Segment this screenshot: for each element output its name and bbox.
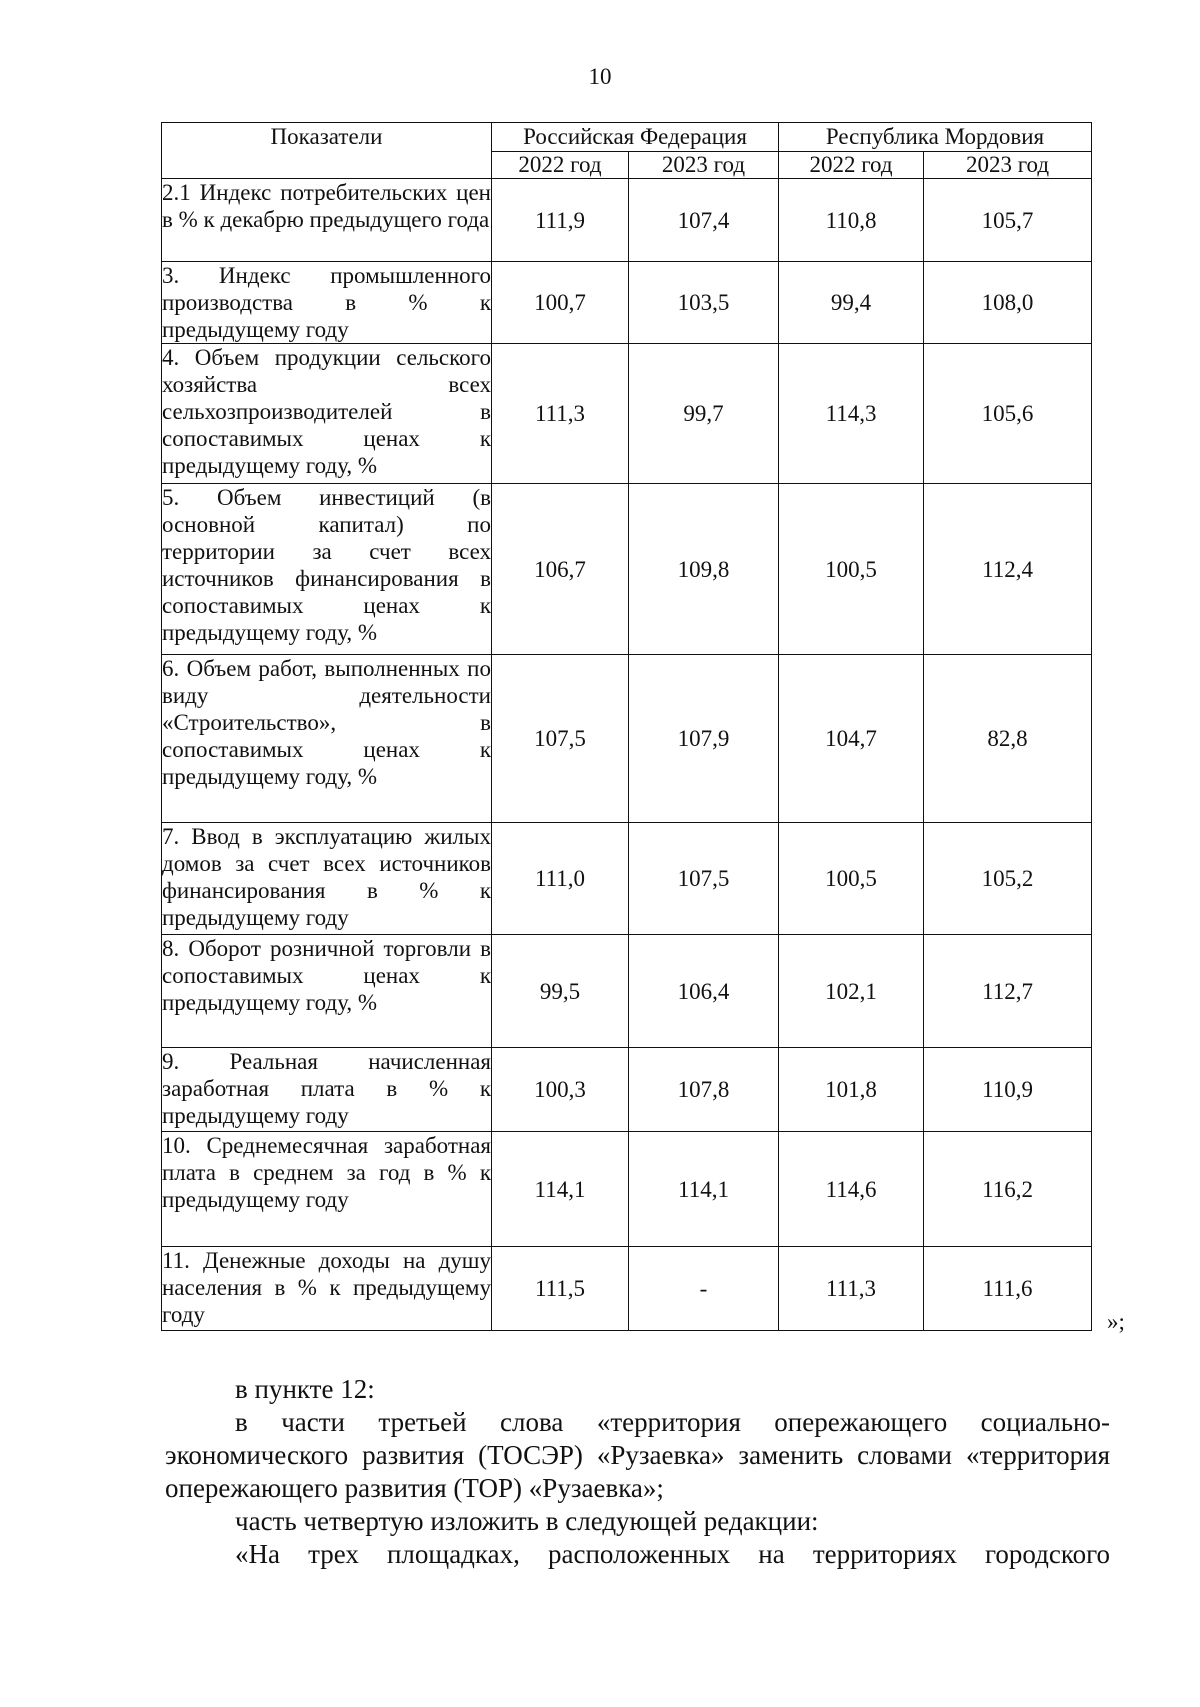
value-rm-2022: 114,6: [779, 1132, 924, 1247]
value-rm-2023: 105,7: [924, 179, 1092, 262]
row-label: 7. Ввод в эксплуатацию жилых домов за счет всех источников финансирования в % к предыдущему году: [162, 823, 492, 935]
table-row: [162, 1132, 1092, 1247]
value-rm-2023: 112,7: [924, 935, 1092, 1048]
header-russian-federation: Российская Федерация: [492, 123, 779, 152]
row-label: 6. Объем работ, выполненных по виду деятельности «Строительство», в сопоставимых ценах к предыдущему году, %: [162, 655, 492, 823]
table-header-row: [162, 123, 1092, 152]
value-rf-2022: 107,5: [492, 655, 629, 823]
value-rm-2023: 108,0: [924, 262, 1092, 344]
value-rf-2023: 109,8: [629, 484, 779, 655]
value-rf-2023: 107,9: [629, 655, 779, 823]
row-label: 9. Реальная начисленная заработная плата в % к предыдущему году: [162, 1048, 492, 1132]
table-row: [162, 344, 1092, 484]
row-label: 4. Объем продукции сельского хозяйства всех сельхозпроизводителей в сопоставимых ценах к предыдущему году, %: [162, 344, 492, 484]
table-row: [162, 484, 1092, 655]
value-rm-2023: 112,4: [924, 484, 1092, 655]
value-rm-2023: 82,8: [924, 655, 1092, 823]
row-label: 5. Объем инвестиций (в основной капитал) по территории за счет всех источников финансирования в сопоставимых ценах к предыдущему году, %: [162, 484, 492, 655]
table-row: [162, 1048, 1092, 1132]
table-row: [162, 655, 1092, 823]
row-label: 10. Среднемесячная заработная плата в среднем за год в % к предыдущему году: [162, 1132, 492, 1247]
value-rf-2022: 99,5: [492, 935, 629, 1048]
row-label: 11. Денежные доходы на душу населения в % к предыдущему году: [162, 1247, 492, 1331]
table-row: [162, 1247, 1092, 1331]
value-rm-2022: 102,1: [779, 935, 924, 1048]
value-rm-2023: 111,6: [924, 1247, 1092, 1331]
header-year-rf-2022: 2022 год: [492, 152, 629, 179]
paragraph: часть четвертую изложить в следующей редакции:: [235, 1506, 819, 1536]
indicators-table: [161, 122, 1092, 1331]
value-rf-2022: 100,7: [492, 262, 629, 344]
value-rm-2022: 111,3: [779, 1247, 924, 1331]
row-label: 3. Индекс промышленного производства в % к предыдущему году: [162, 263, 491, 342]
value-rm-2022: 104,7: [779, 655, 924, 823]
value-rf-2023: 107,5: [629, 823, 779, 935]
closing-quote: »;: [1107, 1309, 1125, 1334]
value-rf-2023: 107,4: [629, 179, 779, 262]
table-row: [162, 262, 1092, 344]
table-row: [162, 179, 1092, 262]
value-rf-2023: 114,1: [629, 1132, 779, 1247]
row-label: 2.1 Индекс потребительских цен в % к декабрю предыдущего года: [162, 179, 492, 262]
value-rf-2022: 111,9: [492, 179, 629, 262]
value-rf-2022: 106,7: [492, 484, 629, 655]
table-row: [162, 935, 1092, 1048]
value-rm-2023: 105,6: [924, 344, 1092, 484]
header-indicators: Показатели: [162, 123, 492, 179]
header-republic-mordovia: Республика Мордовия: [779, 123, 1092, 152]
value-rf-2023: 106,4: [629, 935, 779, 1048]
value-rm-2022: 114,3: [779, 344, 924, 484]
value-rm-2022: 100,5: [779, 484, 924, 655]
page-number: 10: [588, 64, 612, 89]
value-rf-2022: 111,0: [492, 823, 629, 935]
header-year-rf-2023: 2023 год: [629, 152, 779, 179]
header-year-rm-2022: 2022 год: [779, 152, 924, 179]
value-rm-2022: 99,4: [779, 262, 924, 344]
value-rf-2023: 103,5: [629, 262, 779, 344]
value-rm-2023: 105,2: [924, 823, 1092, 935]
table-row: [162, 823, 1092, 935]
value-rf-2022: 100,3: [492, 1048, 629, 1132]
value-rf-2023: 107,8: [629, 1048, 779, 1132]
paragraph: в пункте 12:: [235, 1374, 375, 1404]
value-rm-2023: 110,9: [924, 1048, 1092, 1132]
paragraph: «На трех площадках, расположенных на территориях городского: [235, 1539, 1110, 1569]
value-rf-2023: -: [629, 1247, 779, 1331]
value-rm-2023: 116,2: [924, 1132, 1092, 1247]
value-rf-2022: 111,3: [492, 344, 629, 484]
value-rf-2022: 114,1: [492, 1132, 629, 1247]
value-rf-2023: 99,7: [629, 344, 779, 484]
header-year-rm-2023: 2023 год: [924, 152, 1092, 179]
row-label: 8. Оборот розничной торговли в сопоставимых ценах к предыдущему году, %: [162, 935, 492, 1048]
value-rm-2022: 110,8: [779, 179, 924, 262]
body-text: [165, 1373, 1110, 1571]
value-rm-2022: 101,8: [779, 1048, 924, 1132]
value-rf-2022: 111,5: [492, 1247, 629, 1331]
paragraph: в части третьей слова «территория опережающего социально-экономического развития (ТОСЭР) «Рузаевка» заменить словами «территория опережающего развития (ТОР) «Рузаевка»;: [165, 1407, 1110, 1503]
value-rm-2022: 100,5: [779, 823, 924, 935]
